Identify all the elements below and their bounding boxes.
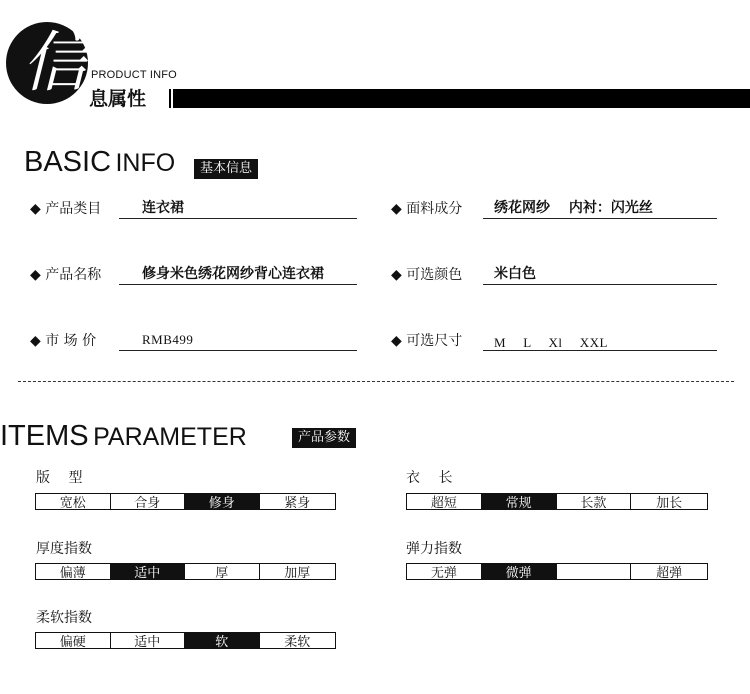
param-option: 宽松 — [36, 494, 111, 509]
items-parameter-title — [0, 420, 247, 453]
param-option-selected: 软 — [185, 633, 260, 648]
field-underline — [483, 284, 717, 285]
param-scale-thickness — [35, 563, 336, 580]
param-option — [557, 564, 632, 579]
param-option: 偏硬 — [36, 633, 111, 648]
param-option-selected: 常规 — [482, 494, 557, 509]
basic-info-tag: 基本信息 — [194, 159, 258, 179]
basic-info-title-big: BASIC — [24, 146, 112, 178]
param-scale-fit — [35, 493, 336, 510]
param-option-selected: 适中 — [111, 564, 186, 579]
param-option: 无弹 — [407, 564, 482, 579]
field-label-sizes: ◆ 可选尺寸 — [391, 333, 463, 349]
field-underline — [119, 350, 357, 351]
items-parameter-title-big: ITEMS — [0, 420, 89, 452]
field-value-colors: 米白色 — [494, 266, 536, 282]
param-option-selected: 微弹 — [482, 564, 557, 579]
field-underline — [119, 284, 357, 285]
param-option: 超短 — [407, 494, 482, 509]
param-option: 偏薄 — [36, 564, 111, 579]
param-scale-elasticity — [406, 563, 708, 580]
field-label-category: ◆ 产品类目 — [30, 201, 102, 217]
param-option-selected: 修身 — [185, 494, 260, 509]
header-bar — [173, 89, 750, 108]
field-value-fabric: 绣花网纱 内衬：闪光丝 — [494, 200, 653, 216]
param-option: 加厚 — [284, 566, 311, 581]
header-bar-tick — [169, 89, 171, 108]
field-label-fabric: ◆ 面料成分 — [391, 201, 463, 217]
param-option: 加长 — [656, 496, 683, 511]
param-option: 柔软 — [284, 635, 311, 650]
field-value-category: 连衣裙 — [142, 200, 184, 216]
field-value-sizes: M L Xl XXL — [494, 335, 608, 350]
param-option: 长款 — [557, 494, 632, 509]
items-parameter-tag: 产品参数 — [292, 428, 356, 448]
param-label-elasticity: 弹力指数 — [406, 541, 462, 557]
field-value-product-name: 修身米色绣花网纱背心连衣裙 — [142, 266, 324, 282]
field-underline — [483, 350, 717, 351]
section-divider — [18, 381, 734, 382]
header-title-en: PRODUCT INFO — [91, 69, 177, 81]
param-scale-length — [406, 493, 708, 510]
param-scale-softness — [35, 632, 336, 649]
items-parameter-title-small: PARAMETER — [93, 423, 247, 451]
param-option: 超弹 — [656, 566, 683, 581]
param-option: 紧身 — [284, 496, 311, 511]
header-title-cn: 息属性 — [89, 88, 147, 110]
param-label-softness: 柔软指数 — [36, 610, 92, 626]
header-logo-char: 信 — [22, 24, 88, 101]
param-option: 厚 — [185, 564, 260, 579]
field-label-price: ◆ 市 场 价 — [30, 333, 97, 349]
field-value-price: RMB499 — [142, 332, 194, 347]
basic-info-title — [24, 146, 175, 179]
param-label-thickness: 厚度指数 — [36, 541, 92, 557]
param-label-length: 衣 长 — [406, 470, 453, 486]
field-label-product-name: ◆ 产品名称 — [30, 267, 102, 283]
param-option: 适中 — [111, 633, 186, 648]
field-underline — [483, 218, 717, 219]
param-option: 合身 — [111, 494, 186, 509]
basic-info-title-small: INFO — [115, 149, 176, 177]
param-label-fit: 版 型 — [36, 470, 83, 486]
field-underline — [119, 218, 357, 219]
field-label-colors: ◆ 可选颜色 — [391, 267, 463, 283]
